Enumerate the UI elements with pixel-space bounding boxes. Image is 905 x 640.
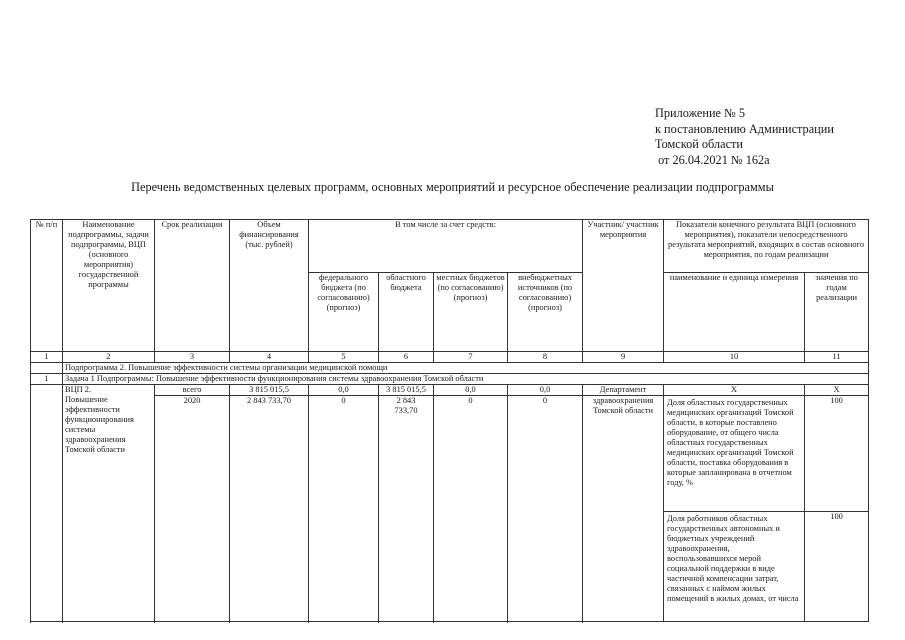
year-regional: 2 843 733,70 — [379, 396, 434, 622]
vcp-num-cell — [31, 385, 63, 622]
year: 2020 — [155, 396, 230, 622]
vcp-name — [63, 385, 155, 622]
task-row: Задача 1 Подпрограммы: Повышение эффективности функционирования системы здравоохранения Томской области — [63, 374, 869, 385]
col-number: 8 — [508, 352, 583, 363]
header-local: местных бюджетов (по согласованию) (прогноз) — [434, 273, 508, 352]
subprogram-row: Подпрограмма 2. Повышение эффективности системы организации медицинской помощи — [63, 363, 869, 374]
vcp-title: Повышение эффективности функционирования системы здравоохранения Томской области — [65, 395, 134, 454]
header-regional: областного бюджета — [379, 273, 434, 352]
col-number: 6 — [379, 352, 434, 363]
header-indicator-name: наименование и единица измерения — [664, 273, 805, 352]
col-number: 7 — [434, 352, 508, 363]
col-number: 11 — [805, 352, 869, 363]
participant-top: Департамент — [583, 385, 663, 396]
header-indicator-value: значения по годам реализации — [805, 273, 869, 352]
task-num: 1 — [31, 374, 63, 385]
total-regional: 3 815 015,5 — [379, 385, 434, 396]
document-title: Перечень ведомственных целевых программ, основных мероприятий и ресурсное обеспечение реализации подпрограммы — [131, 180, 774, 194]
year-local: 0 — [434, 396, 508, 622]
col-number: 5 — [309, 352, 379, 363]
indicator-value: 100 — [805, 512, 869, 622]
x-marker-10: X — [664, 385, 805, 396]
appendix-line-1: Приложение № 5 — [655, 106, 746, 120]
indicator-name: Доля работников областных государственных автономных и бюджетных учреждений здравоохранения, воспользовавшихся мерой социальной поддержки в виде частичной компенсации затрат, связанных с наймом жилых помещений в жилых домах, от числа — [664, 512, 805, 622]
indicator-name: Доля областных государственных медицинских организаций Томской области, в которые поставлено оборудование, от общего числа областных государственных медицинских организаций Томской области, поставка оборудования в которые запланирована в отчетном году, % — [664, 396, 805, 512]
col-number: 4 — [230, 352, 309, 363]
total-extra: 0,0 — [508, 385, 583, 396]
appendix-line-3: Томской области — [655, 137, 743, 151]
header-federal: федерального бюджета (по согласованию) (прогноз) — [309, 273, 379, 352]
total-label: всего — [155, 385, 230, 396]
header-term: Срок реализации — [155, 220, 230, 352]
total-federal: 0,0 — [309, 385, 379, 396]
appendix-line-2: к постановлению Администрации — [655, 121, 834, 136]
header-volume: Объем финансирования (тыс. рублей) — [230, 220, 309, 352]
program-table — [30, 219, 869, 622]
participant-rest: здравоохранения Томской области — [592, 396, 654, 415]
col-number: 10 — [664, 352, 805, 363]
participant — [583, 385, 664, 622]
header-sources-group: В том числе за счет средств: — [309, 220, 583, 273]
total-volume: 3 815 015,5 — [230, 385, 309, 396]
subprogram-num-cell — [31, 363, 63, 374]
total-local: 0,0 — [434, 385, 508, 396]
col-number: 3 — [155, 352, 230, 363]
year-extra: 0 — [508, 396, 583, 622]
col-number: 1 — [31, 352, 63, 363]
appendix-block — [655, 106, 834, 168]
year-federal: 0 — [309, 396, 379, 622]
header-participant: Участник/ участник мероприятия — [583, 220, 664, 352]
vcp-code: ВЦП 2. — [65, 385, 92, 394]
header-name: Наименование подпрограммы, задачи подпрограммы, ВЦП (основного мероприятия) государственной программы — [63, 220, 155, 352]
appendix-line-4: от 26.04.2021 № 162а — [655, 152, 770, 167]
header-extra: внебюджетных источников (по согласованию) (прогноз) — [508, 273, 583, 352]
year-volume: 2 843 733,70 — [230, 396, 309, 622]
header-num: № п/п — [31, 220, 63, 352]
indicator-value: 100 — [805, 396, 869, 512]
header-indicators: Показатели конечного результата ВЦП (основного мероприятия), показатели непосредственного результата мероприятий, входящих в состав основного мероприятия, по годам реализации — [664, 220, 869, 273]
col-number: 2 — [63, 352, 155, 363]
x-marker-11: X — [805, 385, 869, 396]
col-number: 9 — [583, 352, 664, 363]
